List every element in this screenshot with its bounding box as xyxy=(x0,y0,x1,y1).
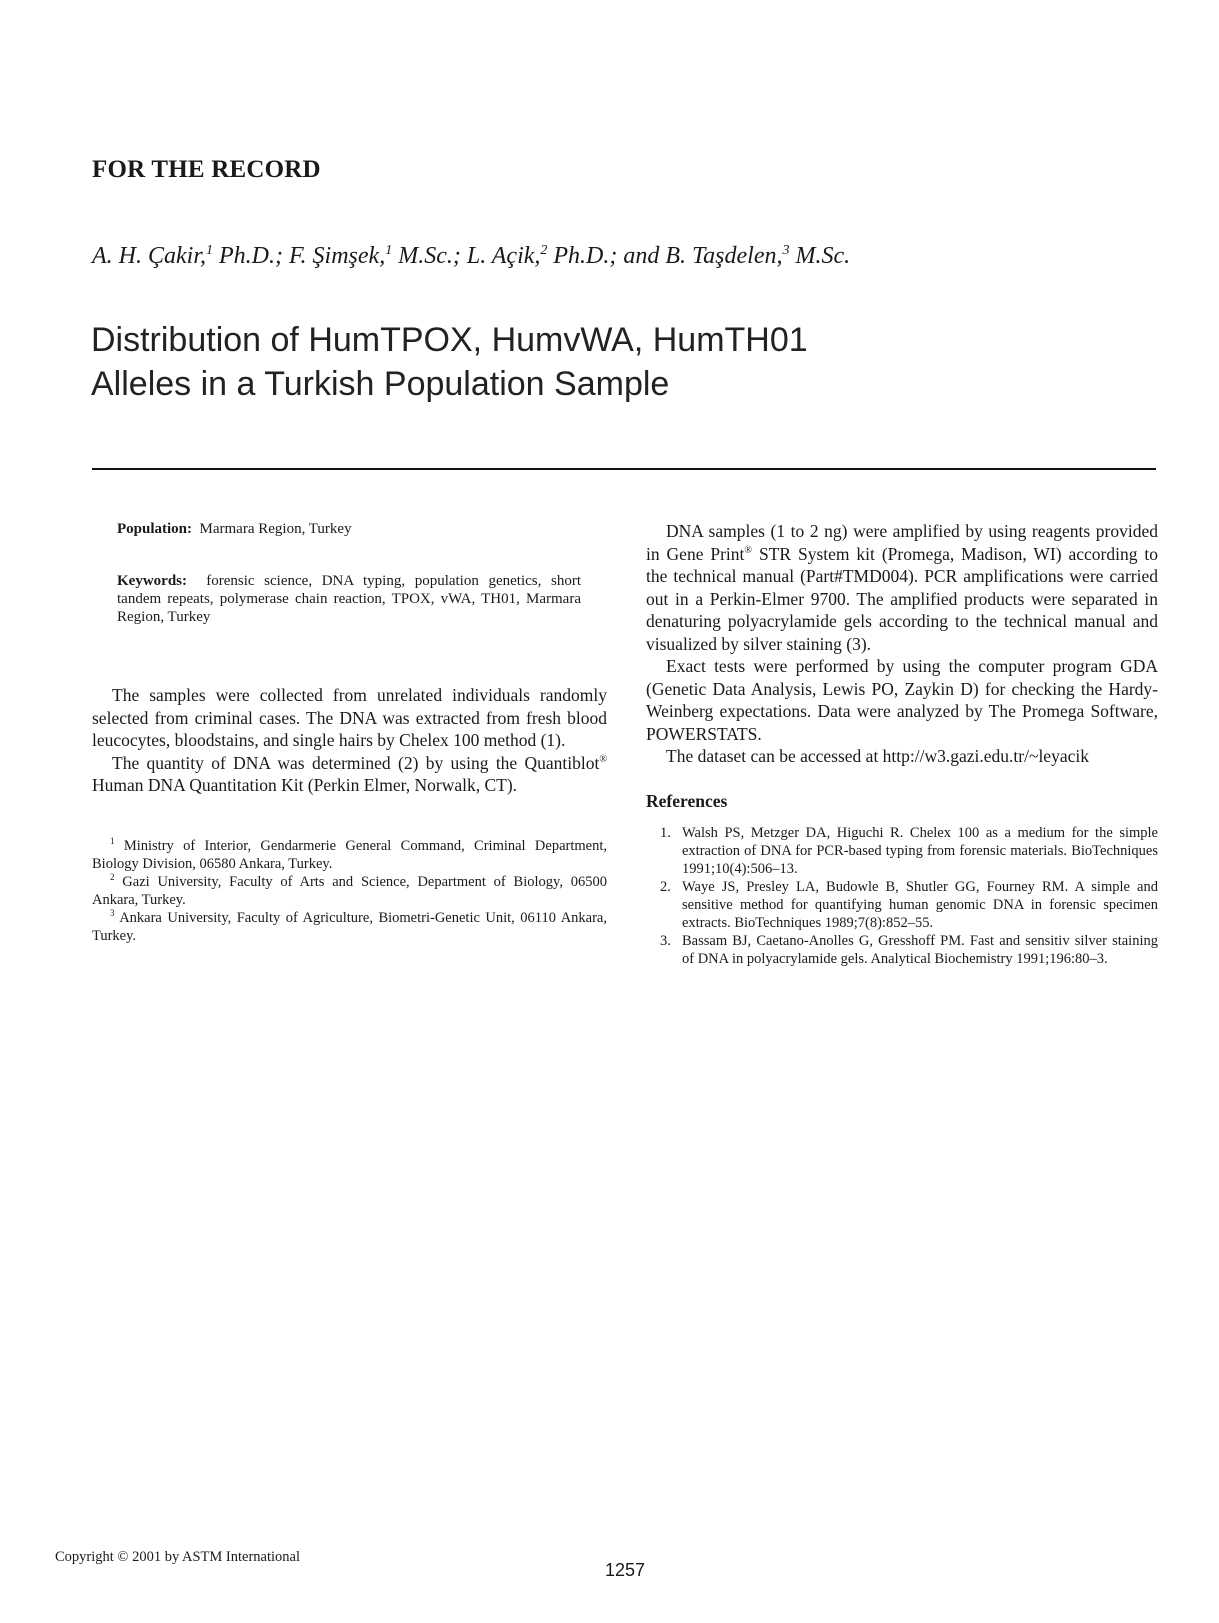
title-divider xyxy=(92,468,1156,470)
reference-text: Walsh PS, Metzger DA, Higuchi R. Chelex 100 as a medium for the simple extraction of DNA for PCR-based typing from forensic materials. BioTechniques 1991;10(4):506–13. xyxy=(682,824,1158,877)
reference-item xyxy=(646,932,1158,968)
right-body-text xyxy=(646,520,1158,768)
left-body-text xyxy=(92,684,607,797)
footnote-text: Ankara University, Faculty of Agriculture, Biometri-Genetic Unit, 06110 Ankara, Turkey. xyxy=(92,909,607,944)
author-degree: M.Sc.; xyxy=(392,243,467,269)
footnote-mark: 3 xyxy=(110,907,115,918)
author-name: B. Taşdelen, xyxy=(665,243,783,269)
author-name: A. H. Çakir, xyxy=(92,243,206,269)
reference-number: 1. xyxy=(660,824,671,841)
keywords-label: Keywords: xyxy=(117,573,187,589)
affiliation-mark: 3 xyxy=(782,243,790,258)
section-label: FOR THE RECORD xyxy=(92,156,321,183)
reference-number: 2. xyxy=(660,878,671,895)
paragraph: Exact tests were performed by using the computer program GDA (Genetic Data Analysis, Lewis PO, Zaykin D) for checking the Hardy-Weinberg expectations. Data were analyzed by The Promega Software, POWERSTATS. xyxy=(646,656,1158,744)
keywords-line xyxy=(117,572,581,626)
author-name: F. Şimşek, xyxy=(288,243,386,269)
population-label: Population: xyxy=(117,521,193,537)
affiliation-mark: 1 xyxy=(206,243,213,258)
paragraph xyxy=(92,752,607,797)
keywords-value: forensic science, DNA typing, population genetics, short tandem repeats, polymerase chain reaction, TPOX, vWA, TH01, Marmara Region, Turkey xyxy=(117,573,581,625)
references-heading: References xyxy=(646,790,728,811)
reference-number: 3. xyxy=(660,932,671,949)
reference-text: Waye JS, Presley LA, Budowle B, Shutler GG, Fourney RM. A simple and sensitive method for quantifying human genomic DNA in forensic specimen extracts. BioTechniques 1989;7(8):852–55. xyxy=(682,878,1158,931)
paragraph-text: The quantity of DNA was determined (2) by using the Quantiblot xyxy=(112,752,600,773)
page-number: 1257 xyxy=(605,1560,646,1580)
footnote xyxy=(92,873,607,909)
population-value: Marmara Region, Turkey xyxy=(199,521,352,537)
left-column xyxy=(92,520,607,945)
author-name: L. Açik, xyxy=(466,243,541,269)
dataset-link-paragraph: The dataset can be accessed at http://w3.gazi.edu.tr/~leyacik xyxy=(666,746,1089,766)
paper-title xyxy=(91,318,1091,406)
registered-mark: ® xyxy=(599,753,607,765)
author-degree: Ph.D.; xyxy=(213,243,289,269)
metadata-block xyxy=(117,520,581,626)
title-line-2: Alleles in a Turkish Population Sample xyxy=(91,365,670,403)
paragraph: The samples were collected from unrelated individuals randomly selected from criminal cases. The DNA was extracted from fresh blood leucocytes, bloodstains, and single hairs by Chelex 100 method (1). xyxy=(92,685,607,750)
affiliation-mark: 1 xyxy=(385,243,393,258)
footnote-mark: 1 xyxy=(110,835,115,846)
footnote xyxy=(92,837,607,873)
footnote-text: Gazi University, Faculty of Arts and Science, Department of Biology, 06500 Ankara, Turkey. xyxy=(92,873,607,908)
footnote xyxy=(92,909,607,945)
paragraph-text: DNA samples (1 to 2 ng) were amplified by using reagents provided in Gene Print xyxy=(646,521,1158,564)
paragraph-text: Human DNA Quantitation Kit (Perkin Elmer, Norwalk, CT). xyxy=(92,775,518,795)
reference-text: Bassam BJ, Caetano-Anolles G, Gresshoff PM. Fast and sensitiv silver staining of DNA in polyacrylamide gels. Analytical Biochemistry 1991;196:80–3. xyxy=(682,932,1158,967)
paragraph xyxy=(646,520,1158,655)
references-list xyxy=(646,824,1158,968)
affiliation-footnotes xyxy=(92,837,607,945)
footnote-text: Ministry of Interior, Gendarmerie General Command, Criminal Department, Biology Division, 06580 Ankara, Turkey. xyxy=(92,837,607,872)
affiliation-mark: 2 xyxy=(540,243,548,258)
reference-item xyxy=(646,824,1158,878)
paragraph-text: STR System kit (Promega, Madison, WI) according to the technical manual (Part#TMD004). PCR amplifications were carried out in a Perkin-Elmer 9700. The amplified products were separated in denaturing polyacrylamide gels according to the technical manual and visualized by silver staining (3). xyxy=(646,543,1158,654)
author-line xyxy=(92,243,1172,270)
copyright-notice: Copyright © 2001 by ASTM International xyxy=(55,1549,301,1565)
author-degree: M.Sc. xyxy=(789,243,851,269)
population-line xyxy=(117,520,581,538)
right-column xyxy=(646,520,1158,968)
title-line-1: Distribution of HumTPOX, HumvWA, HumTH01 xyxy=(91,321,808,359)
footnote-mark: 2 xyxy=(110,871,115,882)
author-degree: Ph.D.; and xyxy=(547,243,666,269)
registered-mark: ® xyxy=(744,544,753,556)
reference-item xyxy=(646,878,1158,932)
